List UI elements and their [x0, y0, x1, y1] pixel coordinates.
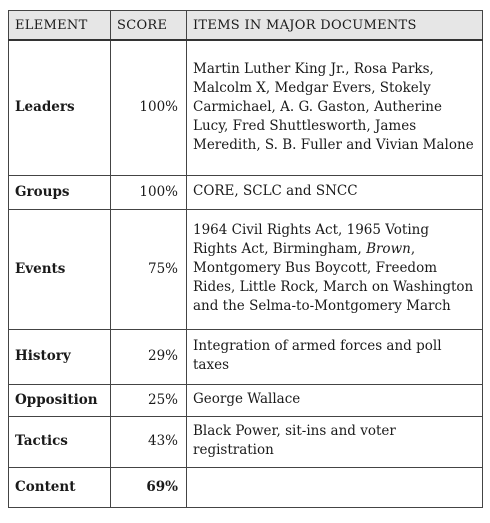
footer-items-empty	[187, 467, 483, 507]
row-items	[187, 209, 483, 329]
row-items-italic: Brown	[366, 241, 411, 257]
table-row	[9, 384, 483, 416]
footer-element: Content	[9, 467, 111, 507]
row-element: Opposition	[9, 384, 111, 416]
row-element: Leaders	[9, 40, 111, 175]
row-element: Tactics	[9, 416, 111, 467]
row-element: History	[9, 329, 111, 384]
header-score: SCORE	[111, 11, 187, 41]
row-element: Events	[9, 209, 111, 329]
row-score: 29%	[111, 329, 187, 384]
row-score: 100%	[111, 40, 187, 175]
row-items-text-1: 1964 Civil Rights Act, 1965 Voting Rights Act, Birmingham,	[193, 222, 429, 257]
row-score: 100%	[111, 175, 187, 209]
row-items: CORE, SCLC and SNCC	[187, 175, 483, 209]
table-row	[9, 40, 483, 175]
row-element: Groups	[9, 175, 111, 209]
row-items-text-2: , Montgomery Bus Boycott, Freedom Rides, Little Rock, March on Washington and the Selma-to-Montgomery March	[193, 241, 474, 314]
table-footer-row	[9, 467, 483, 507]
header-items: ITEMS IN MAJOR DOCUMENTS	[187, 11, 483, 41]
scorecard-table	[8, 10, 483, 508]
scorecard-table-container	[8, 10, 482, 508]
row-items: George Wallace	[187, 384, 483, 416]
table-row	[9, 416, 483, 467]
table-row	[9, 329, 483, 384]
row-items: Black Power, sit-ins and voter registration	[187, 416, 483, 467]
row-score: 75%	[111, 209, 187, 329]
row-score: 25%	[111, 384, 187, 416]
row-score: 43%	[111, 416, 187, 467]
header-element: ELEMENT	[9, 11, 111, 41]
row-items: Martin Luther King Jr., Rosa Parks, Malcolm X, Medgar Evers, Stokely Carmichael, A. G. Gaston, Autherine Lucy, Fred Shuttlesworth, James Meredith, S. B. Fuller and Vivian Malone	[187, 40, 483, 175]
footer-score: 69%	[111, 467, 187, 507]
table-body	[9, 40, 483, 507]
table-header	[9, 11, 483, 41]
row-items: Integration of armed forces and poll taxes	[187, 329, 483, 384]
table-row	[9, 175, 483, 209]
header-row	[9, 11, 483, 41]
table-row	[9, 209, 483, 329]
